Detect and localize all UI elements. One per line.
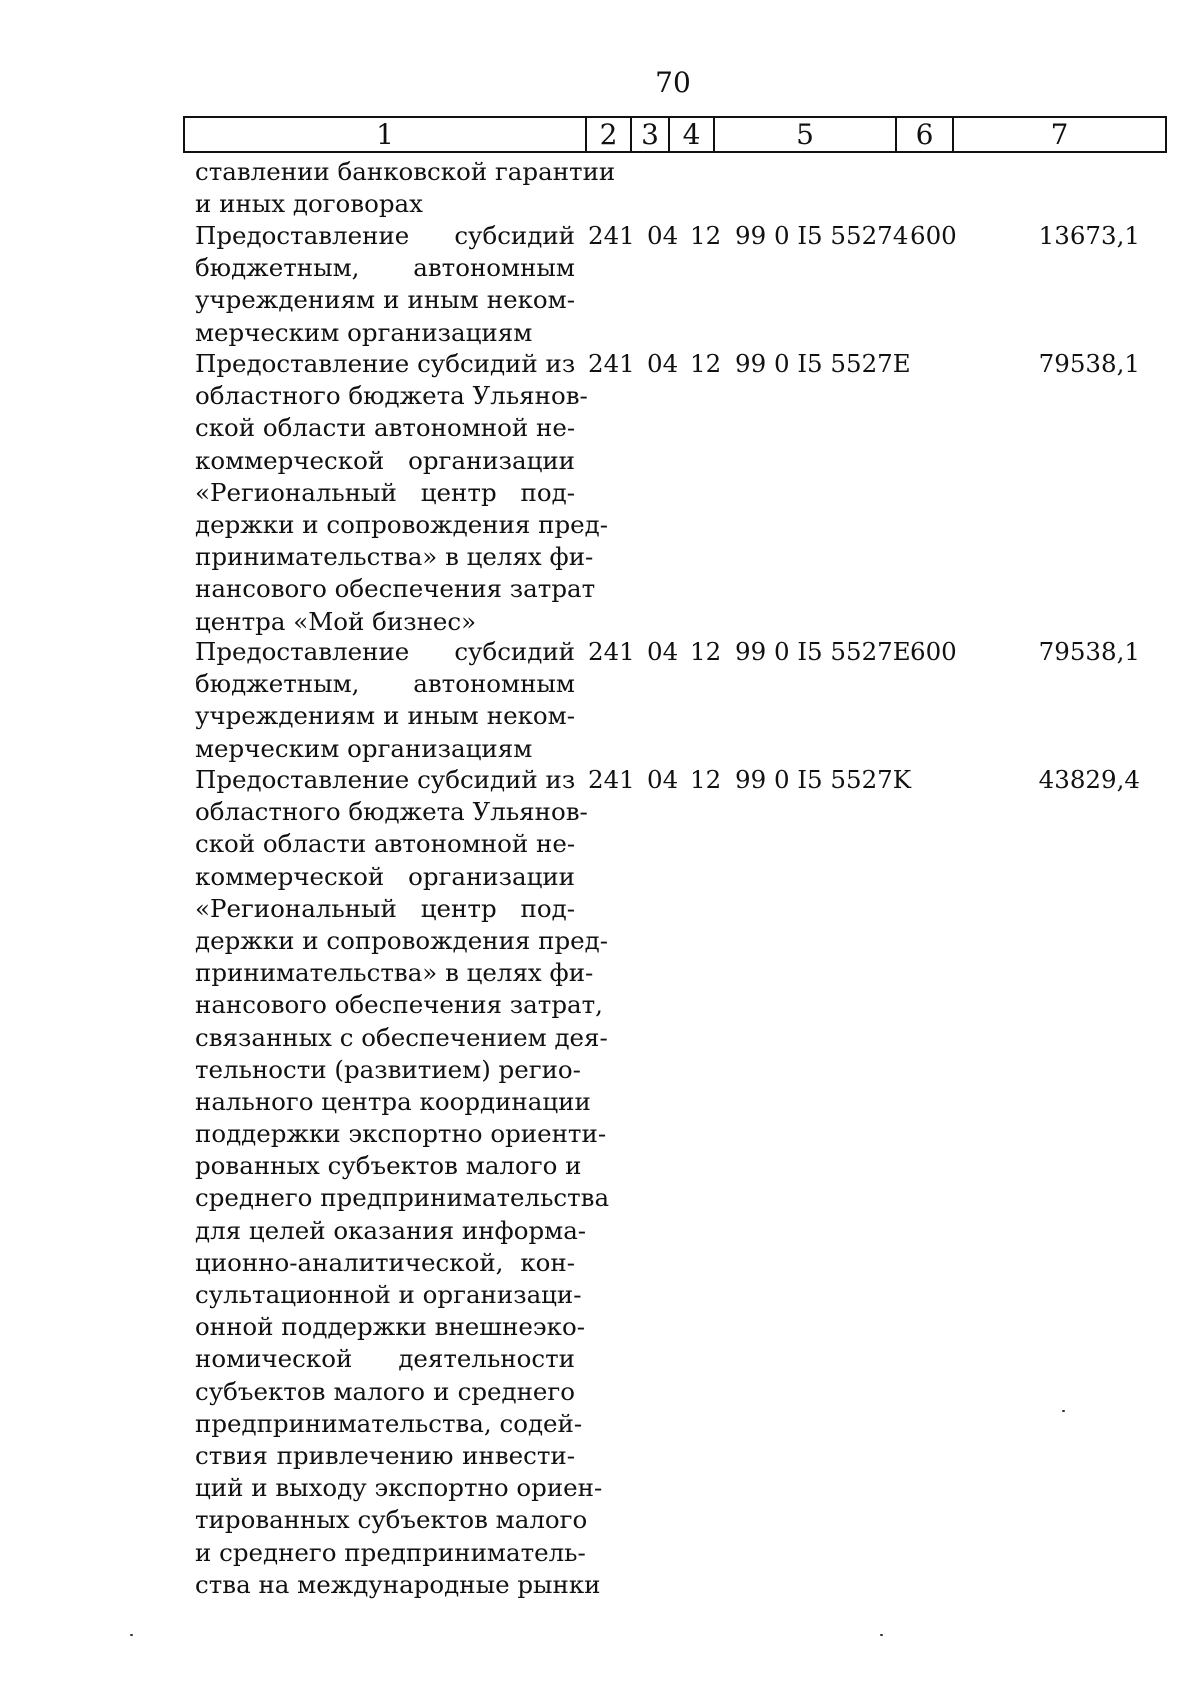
header-col-3: 3 bbox=[632, 118, 670, 151]
page-number: 70 bbox=[655, 66, 691, 99]
cell-col-7: 43829,4 bbox=[1038, 765, 1140, 794]
description-line: и иных договорах bbox=[195, 189, 423, 219]
scan-speck bbox=[1062, 1410, 1065, 1412]
description-line: нансового обеспечения затрат, bbox=[195, 990, 603, 1020]
cell-col-4: 12 bbox=[690, 221, 722, 250]
description-line: держки и сопровождения пред- bbox=[195, 925, 609, 955]
description-line: субъектов малого и среднего bbox=[195, 1376, 575, 1406]
description-line: коммерческой организации bbox=[195, 445, 575, 475]
description-line: ства на международные рынки bbox=[195, 1569, 601, 1599]
cell-col-6: 600 bbox=[910, 221, 957, 250]
description-line: принимательства» в целях фи- bbox=[195, 958, 594, 988]
cell-col-2: 241 bbox=[588, 765, 635, 794]
description-line: ций и выходу экспортно ориен- bbox=[195, 1473, 603, 1503]
scan-speck bbox=[880, 1634, 883, 1636]
cell-col-5: 99 0 I5 5527K bbox=[735, 765, 912, 794]
cell-col-6: 600 bbox=[910, 637, 957, 666]
scan-speck bbox=[130, 1634, 133, 1636]
description-line: Предоставление субсидий bbox=[195, 221, 575, 250]
header-col-1: 1 bbox=[185, 118, 587, 151]
description-line: областного бюджета Ульянов- bbox=[195, 381, 588, 411]
cell-col-5: 99 0 I5 5527E bbox=[735, 349, 911, 378]
cell-col-3: 04 bbox=[647, 349, 679, 378]
description-line: связанных с обеспечением дея- bbox=[195, 1022, 608, 1052]
cell-col-7: 13673,1 bbox=[1038, 221, 1140, 250]
description-line: среднего предпринимательства bbox=[195, 1183, 610, 1213]
description-line: Предоставление субсидий из bbox=[195, 349, 576, 378]
description-line: Предоставление субсидий bbox=[195, 637, 575, 666]
description-line: сультационной и организаци- bbox=[195, 1280, 582, 1309]
description-line: учреждениям и иным неком- bbox=[195, 701, 575, 731]
header-col-2: 2 bbox=[587, 118, 632, 151]
description-line: бюджетным, автономным bbox=[195, 253, 575, 283]
description-line: принимательства» в целях фи- bbox=[195, 542, 594, 572]
description-line: нального центра координации bbox=[195, 1086, 591, 1116]
description-line: поддержки экспортно ориенти- bbox=[195, 1119, 607, 1149]
description-line: ставлении банковской гарантии bbox=[195, 157, 616, 186]
description-line: мерческим организациям bbox=[195, 317, 533, 347]
cell-col-3: 04 bbox=[647, 765, 679, 794]
cell-col-7: 79538,1 bbox=[1038, 637, 1140, 666]
description-line: держки и сопровождения пред- bbox=[195, 509, 609, 539]
cell-col-2: 241 bbox=[588, 221, 635, 250]
cell-col-3: 04 bbox=[647, 637, 679, 666]
cell-col-4: 12 bbox=[690, 637, 722, 666]
table-header bbox=[183, 116, 1167, 153]
row-description bbox=[195, 156, 616, 220]
cell-col-4: 12 bbox=[690, 349, 722, 378]
header-col-4: 4 bbox=[670, 118, 715, 151]
description-line: и среднего предприниматель- bbox=[195, 1537, 586, 1567]
description-line: ской области автономной не- bbox=[195, 413, 576, 443]
description-line: предпринимательства, содей- bbox=[195, 1408, 583, 1438]
description-line: бюджетным, автономным bbox=[195, 669, 575, 699]
cell-col-4: 12 bbox=[690, 765, 722, 794]
description-line: мерческим организациям bbox=[195, 733, 533, 763]
description-line: «Региональный центр под- bbox=[195, 477, 575, 507]
header-col-6: 6 bbox=[897, 118, 954, 151]
cell-col-5: 99 0 I5 5527E bbox=[735, 637, 911, 666]
cell-col-3: 04 bbox=[647, 221, 679, 250]
description-line: тельности (развитием) регио- bbox=[195, 1054, 581, 1084]
description-line: «Региональный центр под- bbox=[195, 893, 575, 923]
description-line: ской области автономной не- bbox=[195, 829, 576, 859]
description-line: онной поддержки внешнеэко- bbox=[195, 1312, 585, 1342]
description-line: рованных субъектов малого и bbox=[195, 1151, 582, 1181]
description-line: номической деятельности bbox=[195, 1344, 575, 1374]
header-col-5: 5 bbox=[715, 118, 897, 151]
description-line: для целей оказания информа- bbox=[195, 1215, 587, 1245]
row-description bbox=[195, 764, 610, 1601]
description-line: ствия привлечению инвести- bbox=[195, 1440, 575, 1470]
description-line: ционно-аналитической, кон- bbox=[195, 1247, 575, 1277]
description-line: тированных субъектов малого bbox=[195, 1505, 588, 1535]
description-line: Предоставление субсидий из bbox=[195, 765, 576, 794]
description-line: областного бюджета Ульянов- bbox=[195, 797, 588, 827]
description-line: нансового обеспечения затрат bbox=[195, 574, 596, 604]
description-line: центра «Мой бизнес» bbox=[195, 606, 477, 636]
cell-col-2: 241 bbox=[588, 637, 635, 666]
cell-col-2: 241 bbox=[588, 349, 635, 378]
description-line: коммерческой организации bbox=[195, 861, 575, 891]
row-description bbox=[195, 348, 609, 638]
cell-col-5: 99 0 I5 55274 bbox=[735, 221, 909, 250]
row-description bbox=[195, 636, 575, 765]
header-col-7: 7 bbox=[1050, 117, 1069, 151]
description-line: учреждениям и иным неком- bbox=[195, 285, 575, 315]
cell-col-7: 79538,1 bbox=[1038, 349, 1140, 378]
row-description bbox=[195, 220, 575, 349]
